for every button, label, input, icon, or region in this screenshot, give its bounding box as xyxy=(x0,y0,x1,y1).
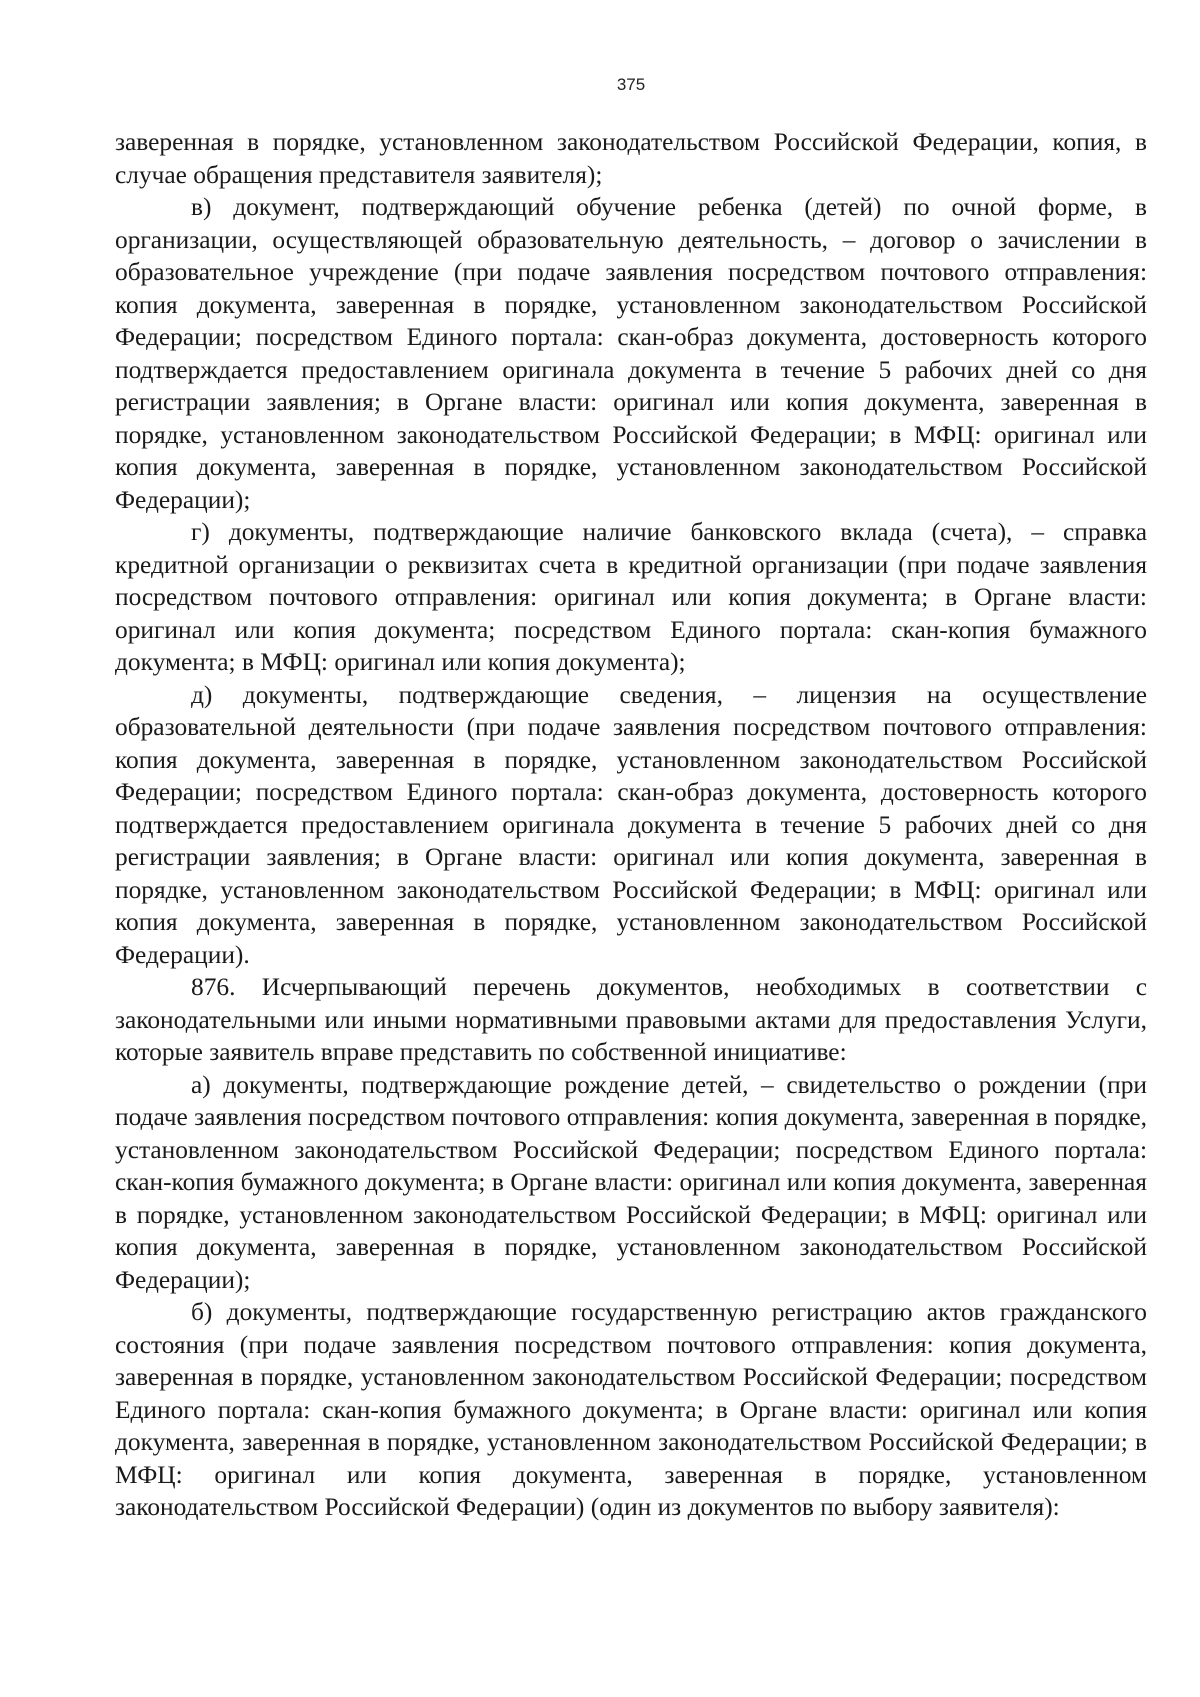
document-body xyxy=(115,126,1147,1524)
paragraph-continuation: заверенная в порядке, установленном законодательством Российской Федерации, копия, в случае обращения представителя заявителя); xyxy=(115,128,1147,189)
paragraph-item-a: а) документы, подтверждающие рождение детей, – свидетельство о рождении (при подаче заявления посредством почтового отправления: копия документа, заверенная в порядке, установленном законодательством Российской Федерации; посредством Единого портала: скан-копия бумажного документа; в Органе власти: оригинал или копия документа, заверенная в порядке, установленном законодательством Российской Федерации; в МФЦ: оригинал или копия документа, заверенная в порядке, установленном законодательством Российской Федерации); xyxy=(115,1070,1147,1294)
paragraph-clause-876: 876. Исчерпывающий перечень документов, необходимых в соответствии с законодательными или иными нормативными правовыми актами для предоставления Услуги, которые заявитель вправе представить по собственной инициативе: xyxy=(115,973,1147,1066)
paragraph-item-v: в) документ, подтверждающий обучение ребенка (детей) по очной форме, в организации, осуществляющей образовательную деятельность, – договор о зачислении в образовательное учреждение (при подаче заявления посредством почтового отправления: копия документа, заверенная в порядке, установленном законодательством Российской Федерации; посредством Единого портала: скан-образ документа, достоверность которого подтверждается предоставлением оригинала документа в течение 5 рабочих дней со дня регистрации заявления; в Органе власти: оригинал или копия документа, заверенная в порядке, установленном законодательством Российской Федерации; в МФЦ: оригинал или копия документа, заверенная в порядке, установленном законодательством Российской Федерации); xyxy=(115,193,1147,514)
paragraph-item-g: г) документы, подтверждающие наличие банковского вклада (счета), – справка кредитной организации о реквизитах счета в кредитной организации (при подаче заявления посредством почтового отправления: оригинал или копия документа; в Органе власти: оригинал или копия документа; посредством Единого портала: скан-копия бумажного документа; в МФЦ: оригинал или копия документа); xyxy=(115,518,1147,676)
paragraph-item-d: д) документы, подтверждающие сведения, – лицензия на осуществление образовательной деятельности (при подаче заявления посредством почтового отправления: копия документа, заверенная в порядке, установленном законодательством Российской Федерации; посредством Единого портала: скан-образ документа, достоверность которого подтверждается предоставлением оригинала документа в течение 5 рабочих дней со дня регистрации заявления; в Органе власти: оригинал или копия документа, заверенная в порядке, установленном законодательством Российской Федерации; в МФЦ: оригинал или копия документа, заверенная в порядке, установленном законодательством Российской Федерации). xyxy=(115,680,1147,969)
paragraph-item-b: б) документы, подтверждающие государственную регистрацию актов гражданского состояния (при подаче заявления посредством почтового отправления: копия документа, заверенная в порядке, установленном законодательством Российской Федерации; посредством Единого портала: скан-копия бумажного документа; в Органе власти: оригинал или копия документа, заверенная в порядке, установленном законодательством Российской Федерации; в МФЦ: оригинал или копия документа, заверенная в порядке, установленном законодательством Российской Федерации) (один из документов по выбору заявителя): xyxy=(115,1298,1147,1521)
page-number: 375 xyxy=(616,75,646,94)
